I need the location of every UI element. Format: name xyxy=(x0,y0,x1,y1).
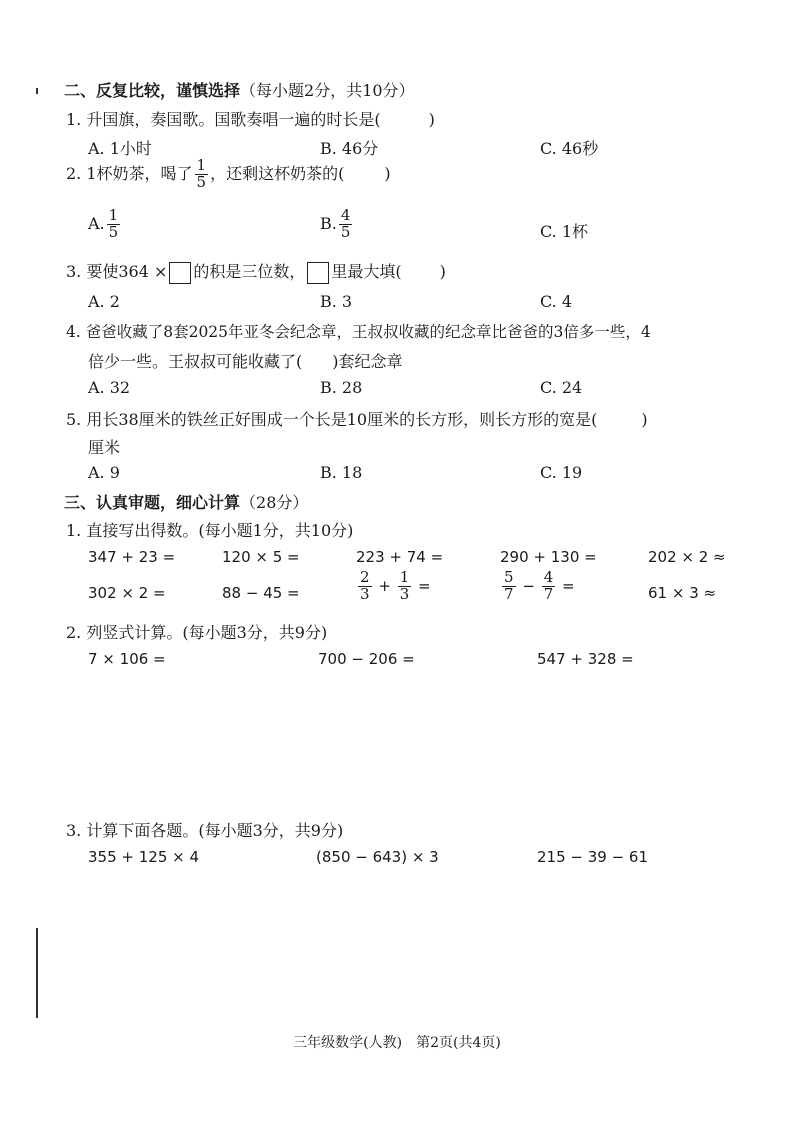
part-3-title: 3. 计算下面各题。(每小题3分，共9分) xyxy=(66,821,344,840)
question-3-stem-post: 里最大填( xyxy=(331,262,402,281)
fraction-denominator: 5 xyxy=(108,222,119,241)
question-2-stem-pre: 2. 1杯奶茶，喝了 xyxy=(66,163,193,183)
mental-math-item[interactable]: 223 + 74 = xyxy=(356,548,444,566)
question-4-line-2-post: )套纪念章 xyxy=(332,352,403,371)
scan-mark xyxy=(36,88,38,94)
page-footer: 三年级数学(人教) 第2页(共4页) xyxy=(293,1035,501,1051)
question-2-paren-close: ) xyxy=(384,163,391,183)
fraction xyxy=(398,570,412,603)
question-5-line-1-text: 5. 用长38厘米的铁丝正好围成一个长是10厘米的长方形，则长方形的宽是( xyxy=(66,410,598,429)
question-5-line-2: 厘米 xyxy=(88,438,121,457)
calc-item[interactable]: 355 + 125 × 4 xyxy=(88,848,200,866)
question-1-paren-close: ) xyxy=(428,110,435,129)
answer-box[interactable] xyxy=(169,262,191,284)
part-2-title: 2. 列竖式计算。(每小题3分，共9分) xyxy=(66,623,328,642)
q3-option-b[interactable]: B. 3 xyxy=(320,292,353,311)
q1-option-c[interactable]: C. 46秒 xyxy=(540,139,599,158)
section-3-score: （28分） xyxy=(240,493,309,512)
scan-mark xyxy=(36,928,38,1018)
fraction-denominator: 7 xyxy=(543,584,554,603)
q4-option-a[interactable]: A. 32 xyxy=(88,378,131,397)
fraction-numerator: 5 xyxy=(504,568,514,586)
fraction-denominator: 3 xyxy=(360,584,370,603)
q2-option-a-label: A. xyxy=(88,213,105,233)
fraction-numerator: 4 xyxy=(543,568,554,586)
fraction-denominator: 7 xyxy=(504,584,514,603)
question-1-stem: 1. 升国旗，奏国歌。国歌奏唱一遍的时长是( xyxy=(66,110,381,129)
fraction xyxy=(502,570,516,603)
q2-option-a[interactable] xyxy=(88,208,122,241)
vertical-calc-item[interactable]: 700 − 206 = xyxy=(318,650,415,668)
part-1-title: 1. 直接写出得数。(每小题1分，共10分) xyxy=(66,521,354,540)
fraction-numerator: 1 xyxy=(196,156,207,174)
q2-option-b[interactable] xyxy=(320,208,354,241)
q2-option-b-fraction xyxy=(339,208,353,241)
q1-option-b[interactable]: B. 46分 xyxy=(320,139,379,158)
section-2-title: 二、反复比较，谨慎选择 xyxy=(64,81,241,100)
question-4-line-2 xyxy=(88,349,403,372)
question-4-line-2-text: 倍少一些。王叔叔可能收藏了( xyxy=(88,352,303,371)
q4-option-b[interactable]: B. 28 xyxy=(320,378,363,397)
operator: + xyxy=(378,576,391,595)
section-2-heading xyxy=(64,78,415,101)
q2-option-a-fraction xyxy=(107,208,121,241)
mental-math-item[interactable]: 120 × 5 = xyxy=(222,548,300,566)
section-2-score: （每小题2分，共10分） xyxy=(240,81,415,100)
section-3-heading xyxy=(64,490,308,513)
operator: − xyxy=(522,576,535,595)
q3-option-c[interactable]: C. 4 xyxy=(540,292,573,311)
vertical-calc-item[interactable]: 547 + 328 = xyxy=(537,650,634,668)
question-2-fraction xyxy=(195,158,209,191)
fraction xyxy=(542,570,556,603)
fraction-denominator: 3 xyxy=(399,584,410,603)
question-2 xyxy=(66,158,391,191)
question-5-paren-close: ) xyxy=(641,410,648,429)
q3-option-a[interactable]: A. 2 xyxy=(88,292,120,311)
fraction-denominator: 5 xyxy=(340,222,351,241)
q2-option-b-label: B. xyxy=(320,213,337,233)
q5-option-b[interactable]: B. 18 xyxy=(320,463,363,482)
question-3 xyxy=(66,259,446,284)
calc-item[interactable]: (850 − 643) × 3 xyxy=(316,848,439,866)
question-4-line-1: 4. 爸爸收藏了8套2025年亚冬会纪念章，王叔叔收藏的纪念章比爸爸的3倍多一些，4 xyxy=(66,323,651,341)
question-3-stem-mid: 的积是三位数， xyxy=(193,262,306,281)
equals: = xyxy=(562,576,575,595)
fraction-denominator: 5 xyxy=(196,172,207,191)
mental-math-item[interactable]: 347 + 23 = xyxy=(88,548,176,566)
question-1 xyxy=(66,107,435,130)
fraction-numerator: 1 xyxy=(399,568,410,586)
question-5-line-1 xyxy=(66,407,648,430)
fraction-numerator: 1 xyxy=(108,206,119,224)
mental-math-item[interactable] xyxy=(500,570,575,603)
mental-math-item[interactable]: 61 × 3 ≈ xyxy=(648,584,717,602)
mental-math-item[interactable]: 302 × 2 = xyxy=(88,584,166,602)
question-3-paren-close: ) xyxy=(439,262,446,281)
q4-option-c[interactable]: C. 24 xyxy=(540,378,583,397)
section-3-title: 三、认真审题，细心计算 xyxy=(64,493,241,512)
vertical-calc-item[interactable]: 7 × 106 = xyxy=(88,650,166,668)
question-3-stem-pre: 3. 要使364 × xyxy=(66,262,168,281)
mental-math-item[interactable]: 88 − 45 = xyxy=(222,584,300,602)
q2-option-c[interactable]: C. 1杯 xyxy=(540,222,589,241)
fraction-numerator: 4 xyxy=(340,206,351,224)
calc-item[interactable]: 215 − 39 − 61 xyxy=(537,848,649,866)
fraction xyxy=(358,570,372,603)
mental-math-item[interactable] xyxy=(356,570,431,603)
mental-math-item[interactable]: 290 + 130 = xyxy=(500,548,597,566)
equals: = xyxy=(418,576,431,595)
q5-option-a[interactable]: A. 9 xyxy=(88,463,120,482)
mental-math-item[interactable]: 202 × 2 ≈ xyxy=(648,548,726,566)
fraction-numerator: 2 xyxy=(360,568,370,586)
question-2-stem-post: ，还剩这杯奶茶的( xyxy=(210,163,345,183)
q1-option-a[interactable]: A. 1小时 xyxy=(88,139,152,158)
q5-option-c[interactable]: C. 19 xyxy=(540,463,583,482)
answer-box[interactable] xyxy=(307,262,329,284)
